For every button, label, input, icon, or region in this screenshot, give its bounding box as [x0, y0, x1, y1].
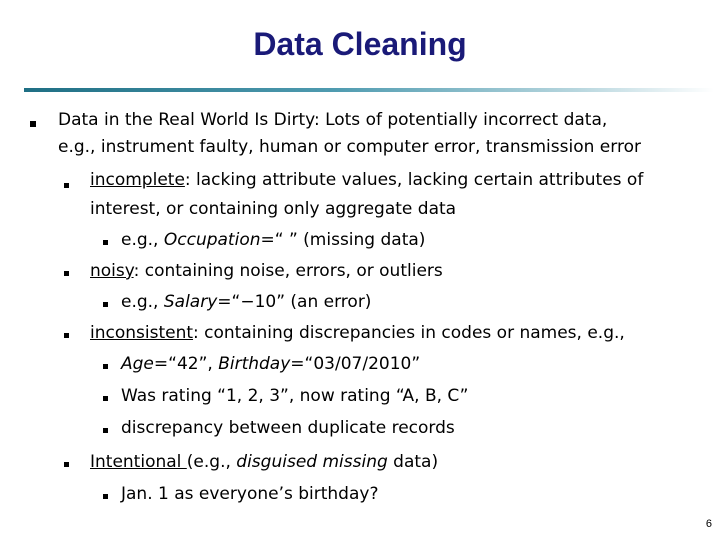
bullet-dirty-line2: e.g., instrument faulty, human or computer error, transmission error	[58, 137, 641, 157]
page-number: 6	[705, 518, 712, 530]
noisy-desc: : containing noise, errors, or outliers	[133, 261, 443, 281]
incomplete-term: incomplete	[90, 170, 185, 190]
intentional-suffix: data)	[387, 452, 439, 472]
intentional-term: Intentional	[90, 452, 187, 472]
example-value: =“03/07/2010”	[290, 354, 421, 374]
example-prefix: e.g.,	[121, 230, 164, 250]
example-field: Birthday	[218, 354, 291, 374]
intentional-line	[90, 452, 438, 472]
inconsistent-example-2: Was rating “1, 2, 3”, now rating “A, B, C”	[121, 386, 469, 406]
incomplete-line2: interest, or containing only aggregate data	[90, 199, 457, 219]
intentional-italic: disguised missing	[236, 452, 388, 472]
bullet-marker	[64, 333, 69, 338]
noisy-line	[90, 261, 443, 281]
bullet-dirty-line1: Data in the Real World Is Dirty: Lots of potentially incorrect data,	[58, 110, 608, 130]
slide-title: Data Cleaning	[253, 26, 467, 62]
bullet-marker	[103, 364, 108, 369]
intentional-prefix: (e.g.,	[186, 452, 237, 472]
bullet-marker	[64, 183, 69, 188]
bullet-marker	[103, 240, 108, 245]
inconsistent-desc: : containing discrepancies in codes or names, e.g.,	[193, 323, 625, 343]
example-field: Salary	[163, 292, 218, 312]
inconsistent-example-3: discrepancy between duplicate records	[121, 418, 455, 438]
inconsistent-line	[90, 323, 625, 343]
noisy-example	[121, 292, 371, 312]
bullet-marker	[103, 396, 108, 401]
example-prefix: e.g.,	[121, 292, 164, 312]
intentional-example: Jan. 1 as everyone’s birthday?	[121, 484, 379, 504]
incomplete-line1	[90, 170, 643, 190]
inconsistent-term: inconsistent	[90, 323, 194, 343]
bullet-marker	[103, 494, 108, 499]
example-field: Age	[121, 354, 154, 374]
example-value: =“ ” (missing data)	[260, 230, 426, 250]
incomplete-desc: : lacking attribute values, lacking certain attributes of	[184, 170, 644, 190]
incomplete-example	[121, 230, 425, 250]
inconsistent-example-1	[121, 354, 420, 374]
example-field: Occupation	[163, 230, 261, 250]
bullet-marker	[103, 302, 108, 307]
bullet-marker	[103, 428, 108, 433]
bullet-marker	[64, 271, 69, 276]
example-value: =“42”,	[153, 354, 219, 374]
title-divider	[24, 88, 714, 92]
bullet-marker	[30, 121, 36, 127]
example-value: =“−10” (an error)	[217, 292, 372, 312]
bullet-marker	[64, 462, 69, 467]
noisy-term: noisy	[90, 261, 134, 281]
